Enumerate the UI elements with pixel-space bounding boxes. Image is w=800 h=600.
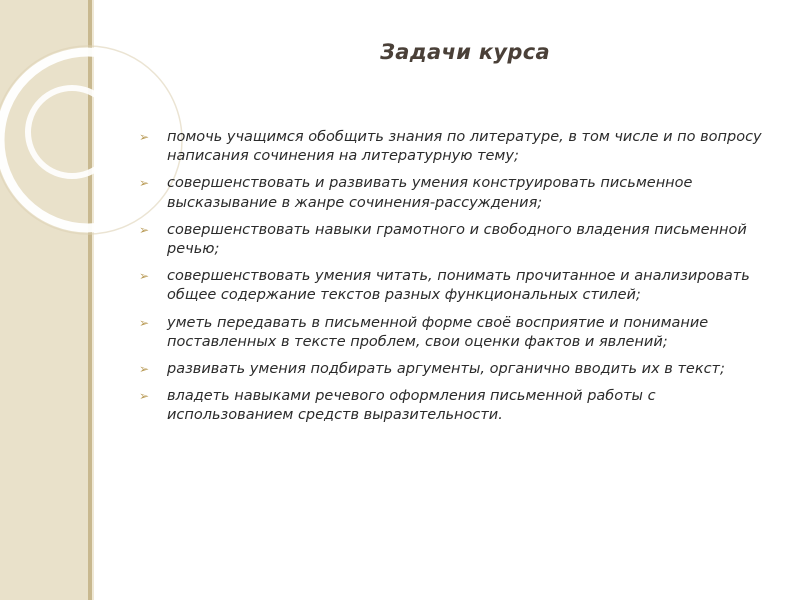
list-item-text: владеть навыками речевого оформления письменной работы с использованием средств выразительности.	[167, 388, 656, 424]
list-item-text: помочь учащимся обобщить знания по литературе, в том числе и по вопросу написания сочинения на литературную тему;	[167, 129, 762, 165]
chevron-arrow-icon: ➢	[139, 362, 150, 377]
list-item	[136, 128, 776, 166]
list-item	[136, 387, 776, 425]
list-item	[136, 360, 776, 379]
list-item-text: совершенствовать умения читать, понимать прочитанное и анализировать общее содержание текстов разных функциональных стилей;	[167, 268, 750, 304]
chevron-arrow-icon: ➢	[139, 176, 150, 191]
list-item-text: уметь передавать в письменной форме своё восприятие и понимание поставленных в тексте проблем, свои оценки фактов и явлений;	[167, 314, 709, 350]
list-item	[136, 314, 776, 352]
slide-title: Задачи курса	[380, 40, 550, 64]
list-item	[136, 174, 776, 212]
list-item	[136, 267, 776, 305]
chevron-arrow-icon: ➢	[139, 222, 150, 237]
chevron-arrow-icon: ➢	[139, 389, 150, 404]
chevron-arrow-icon: ➢	[139, 315, 150, 330]
list-item-text: совершенствовать и развивать умения конструировать письменное высказывание в жанре сочинения-рассуждения;	[167, 175, 693, 211]
small-ring	[28, 88, 116, 176]
chevron-arrow-icon: ➢	[139, 130, 150, 144]
list-item	[136, 221, 776, 259]
chevron-arrow-icon: ➢	[139, 269, 150, 284]
task-list	[136, 128, 776, 434]
list-item-text: развивать умения подбирать аргументы, органично вводить их в текст;	[167, 361, 725, 378]
list-item-text: совершенствовать навыки грамотного и свободного владения письменной речью;	[167, 221, 747, 258]
